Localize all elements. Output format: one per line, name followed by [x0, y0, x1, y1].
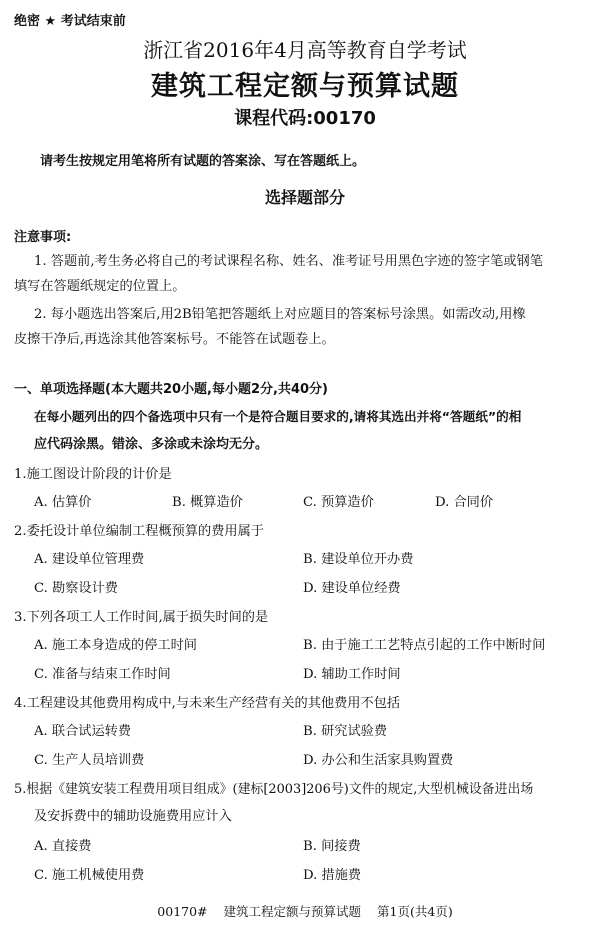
question-5-line-1: 5.根据《建筑安装工程费用项目组成》(建标[2003]206号)文件的规定,大型机械设备进出场 [14, 782, 534, 797]
note-2-line-2: 皮擦干净后,再选涂其他答案标号。不能答在试题卷上。 [14, 332, 335, 347]
part-one-desc-line-2: 应代码涂黑。错涂、多涂或未涂均无分。 [34, 437, 269, 452]
q3-option-a: A. 施工本身造成的停工时间 [34, 638, 197, 653]
q2-option-b: B. 建设单位开办费 [303, 552, 414, 567]
question-2: 2.委托设计单位编制工程概预算的费用属于 [14, 524, 264, 539]
footer-page: 第1页(共4页) [377, 904, 453, 919]
q4-option-d: D. 办公和生活家具购置费 [303, 753, 454, 768]
q1-option-d: D. 合同价 [435, 495, 494, 510]
question-5-line-2: 及安拆费中的辅助设施费用应计入 [34, 809, 232, 824]
question-1: 1.施工图设计阶段的计价是 [14, 467, 172, 482]
q3-option-b: B. 由于施工工艺特点引起的工作中断时间 [303, 638, 546, 653]
q1-option-a: A. 估算价 [34, 495, 92, 510]
answer-instruction: 请考生按规定用笔将所有试题的答案涂、写在答题纸上。 [40, 154, 366, 169]
note-2-line-1: 2. 每小题选出答案后,用2B铅笔把答题纸上对应题目的答案标号涂黑。如需改动,用橡 [34, 307, 526, 322]
q5-option-a: A. 直接费 [34, 839, 92, 854]
q2-option-a: A. 建设单位管理费 [34, 552, 145, 567]
q5-option-c: C. 施工机械使用费 [34, 868, 145, 883]
q5-option-b: B. 间接费 [303, 839, 361, 854]
q4-option-c: C. 生产人员培训费 [34, 753, 145, 768]
page-footer [0, 902, 610, 920]
q4-option-a: A. 联合试运转费 [34, 724, 132, 739]
question-4: 4.工程建设其他费用构成中,与未来生产经营有关的其他费用不包括 [14, 696, 401, 711]
section-name: 选择题部分 [264, 188, 345, 207]
q2-option-c: C. 勘察设计费 [34, 581, 118, 596]
question-3: 3.下列各项工人工作时间,属于损失时间的是 [14, 610, 269, 625]
note-1-line-2: 填写在答题纸规定的位置上。 [14, 279, 186, 294]
course-code: 课程代码:00170 [234, 108, 376, 129]
exam-title: 浙江省2016年4月高等教育自学考试 [143, 38, 467, 62]
q1-option-c: C. 预算造价 [303, 495, 374, 510]
footer-title: 建筑工程定额与预算试题 [223, 904, 362, 919]
part-one-heading: 一、单项选择题(本大题共20小题,每小题2分,共40分) [14, 382, 328, 397]
note-1-line-1: 1. 答题前,考生务必将自己的考试课程名称、姓名、准考证号用黑色字迹的签字笔或钢笔 [34, 254, 543, 269]
q3-option-d: D. 辅助工作时间 [303, 667, 401, 682]
part-one-desc-line-1: 在每小题列出的四个备选项中只有一个是符合题目要求的,请将其选出并将“答题纸”的相 [34, 409, 522, 424]
notes-heading: 注意事项: [14, 230, 72, 245]
q5-option-d: D. 措施费 [303, 868, 362, 883]
footer-code: 00170# [157, 904, 208, 919]
q2-option-d: D. 建设单位经费 [303, 581, 401, 596]
subject-title: 建筑工程定额与预算试题 [151, 71, 459, 102]
q3-option-c: C. 准备与结束工作时间 [34, 667, 171, 682]
q1-option-b: B. 概算造价 [172, 495, 243, 510]
q4-option-b: B. 研究试验费 [303, 724, 388, 739]
secret-mark: 绝密 ★ 考试结束前 [14, 14, 126, 29]
